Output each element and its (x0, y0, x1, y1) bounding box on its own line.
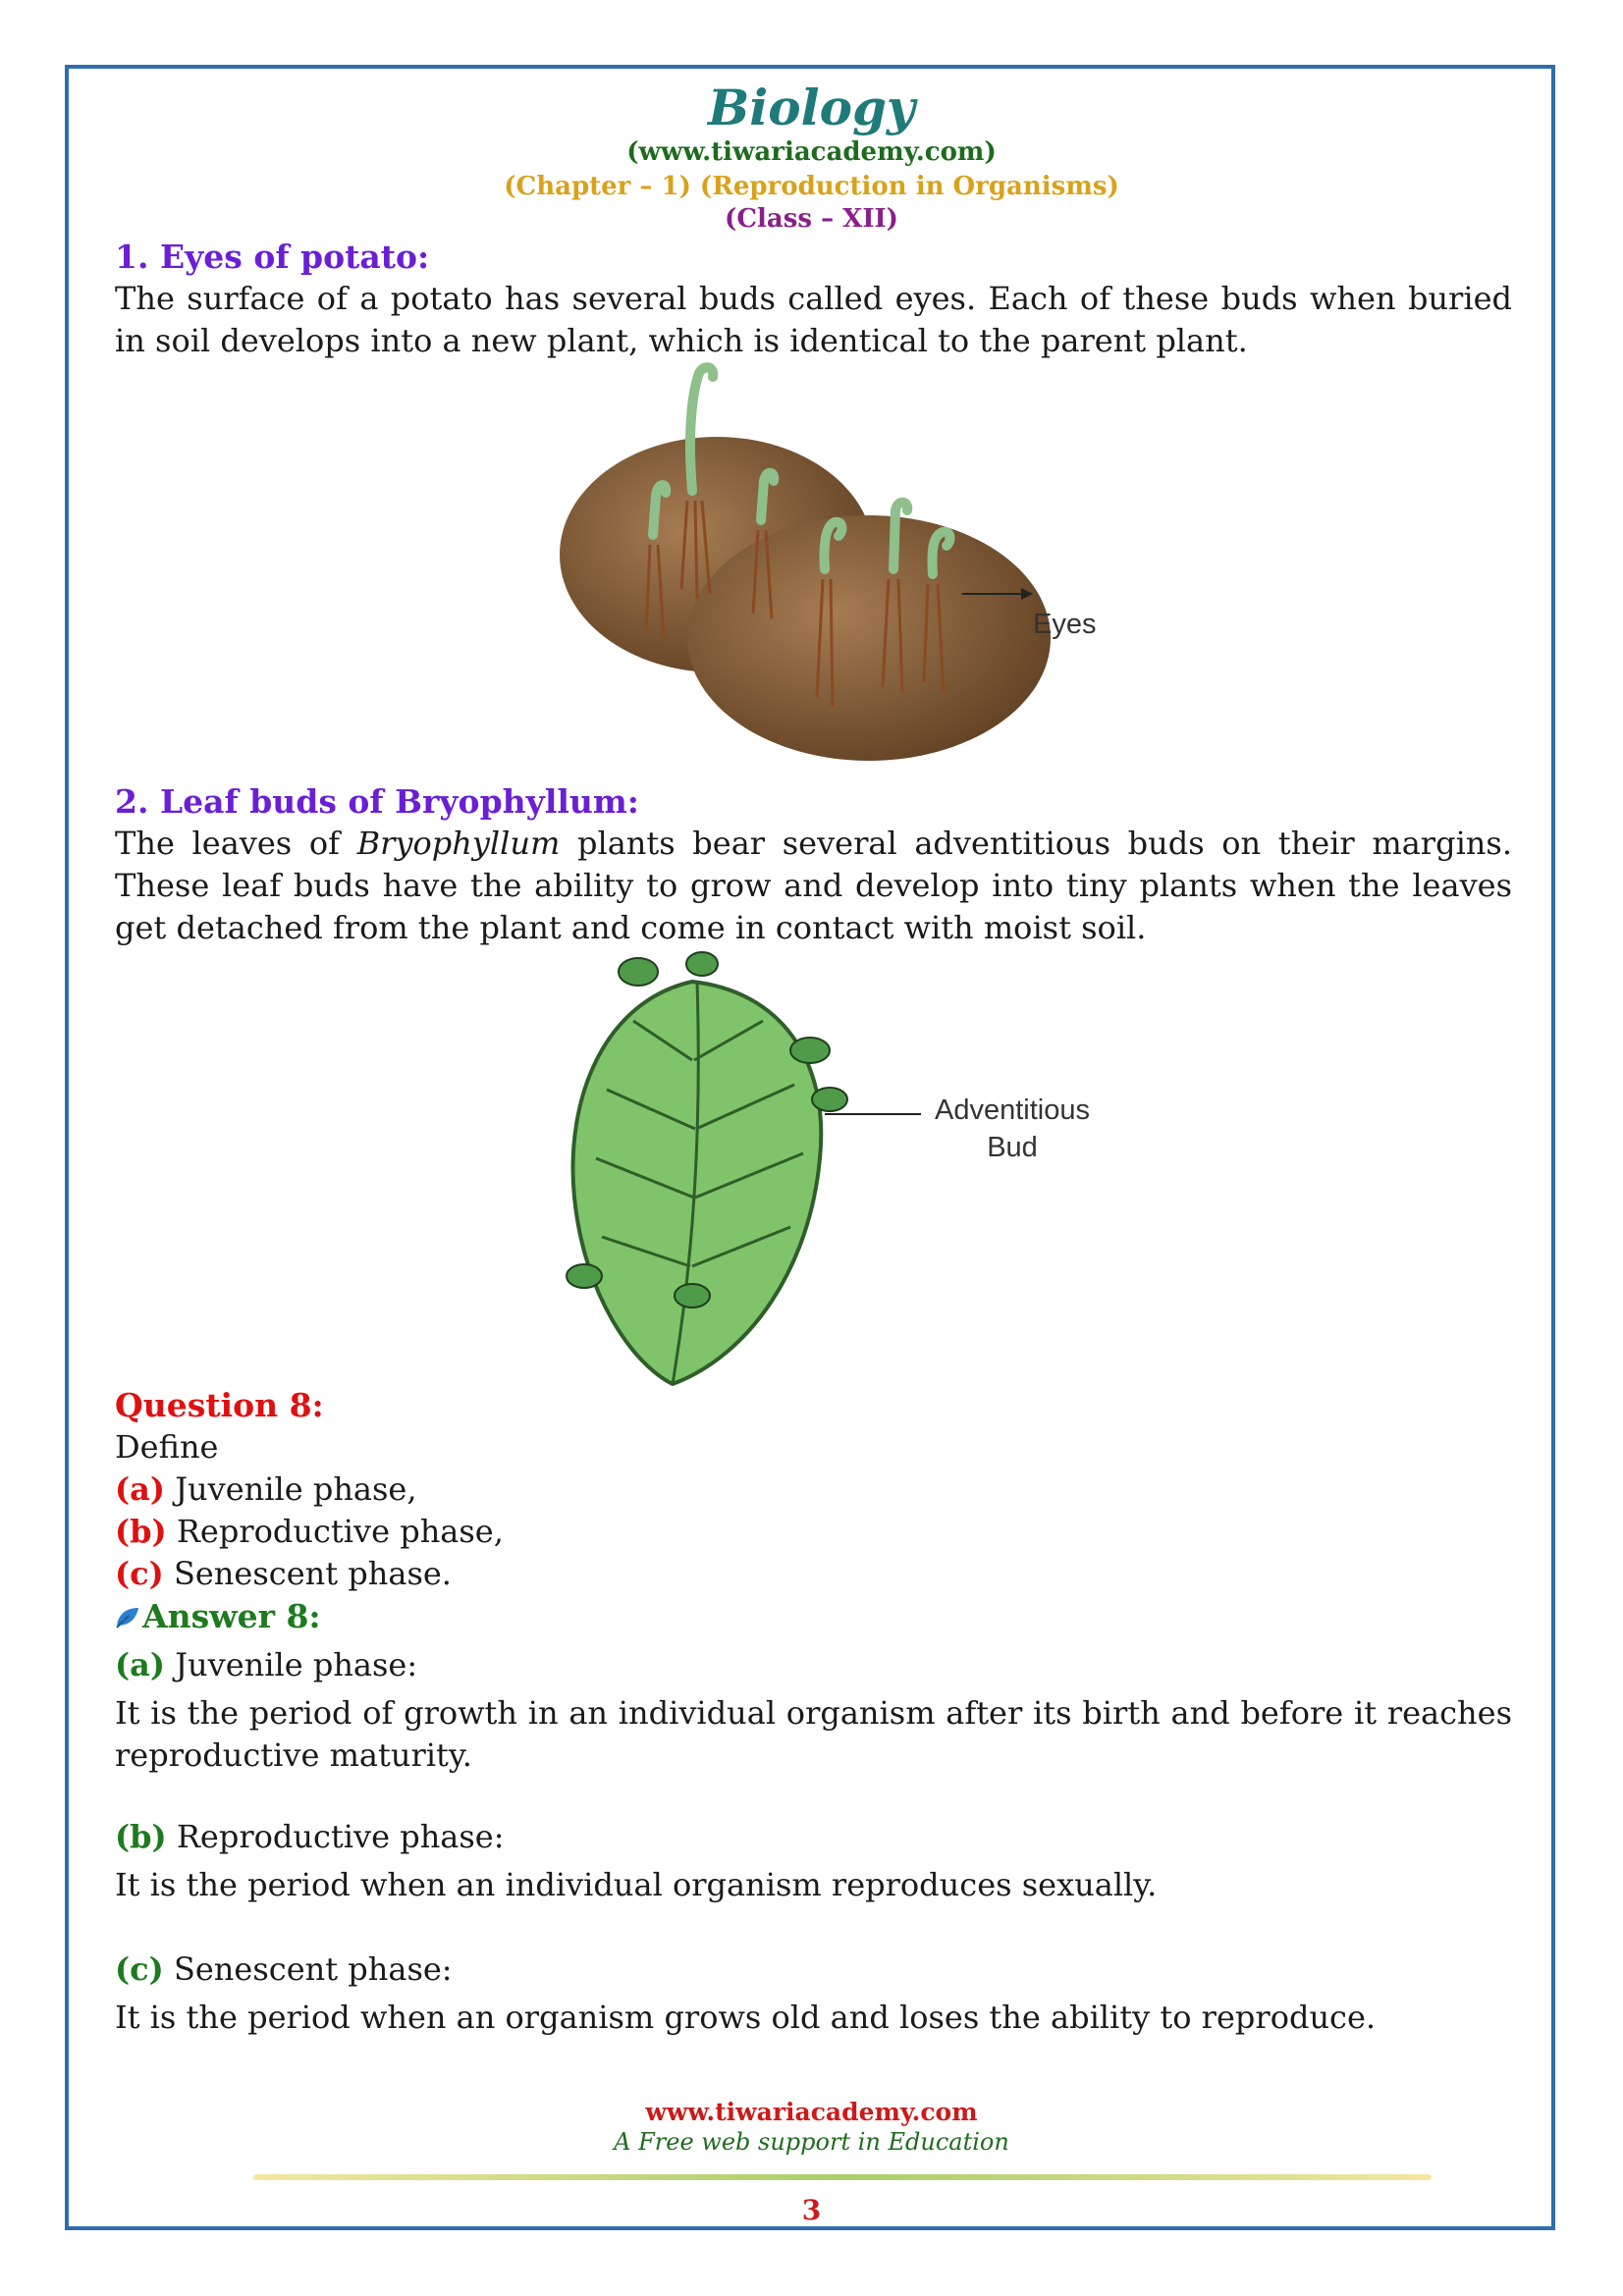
footer-url[interactable]: www.tiwariacademy.com (645, 2098, 978, 2126)
section-eyes-of-potato (115, 236, 1512, 362)
question-heading: Question 8: (115, 1386, 324, 1424)
section-heading: 1. Eyes of potato: (115, 238, 430, 276)
section-body: The surface of a potato has several buds called eyes. Each of these buds when buried in soil develops into a new plant, which is identical to the parent plant. (115, 280, 1512, 359)
footer-tagline: A Free web support in Education (614, 2128, 1009, 2156)
answer-item-a: (a) Juvenile phase: It is the period of growth in an individual organism after its birth and before it reaches reproductive maturity. (115, 1646, 1512, 1774)
answer-heading: Answer 8: (115, 1595, 1512, 1637)
eyes-label: Eyes (1033, 609, 1097, 640)
question-item: (a) Juvenile phase, (115, 1470, 417, 1508)
bryophyllum-figure (545, 942, 869, 1394)
potato-shape (687, 515, 1051, 761)
section-body: The leaves of Bryophyllum plants bear several adventitious buds on their margins. These leaf buds have the ability to grow and develop into tiny plants when the leaves get detached from the plant and come in contact with moist soil. (115, 825, 1513, 946)
answer-item-c: (c) Senescent phase: It is the period when an organism grows old and loses the ability to reproduce. (115, 1950, 1377, 2036)
question-block (115, 1384, 1512, 1637)
pointer-line (825, 1104, 923, 1124)
question-item: (c) Senescent phase. (115, 1555, 452, 1592)
section-bryophyllum (115, 780, 1512, 949)
chapter-info: (Chapter – 1) (Reproduction in Organisms) (504, 172, 1119, 201)
section-heading: 2. Leaf buds of Bryophyllum: (115, 782, 639, 821)
class-info: (Class – XII) (725, 204, 898, 234)
site-url: (www.tiwariacademy.com) (626, 137, 997, 167)
answer-leaf-icon (115, 1606, 140, 1629)
footer-divider (253, 2174, 1432, 2180)
question-item: (b) Reproductive phase, (115, 1513, 504, 1550)
answer-item-b: (b) Reproductive phase: It is the period when an individual organism reproduces sexually. (115, 1818, 1158, 1903)
question-prompt: Define (115, 1428, 219, 1466)
adventitious-bud-label: Adventitious Bud (935, 1095, 1090, 1163)
potato-figure (530, 353, 1100, 785)
page-number: 3 (801, 2194, 822, 2226)
page-title: Biology (708, 79, 915, 136)
